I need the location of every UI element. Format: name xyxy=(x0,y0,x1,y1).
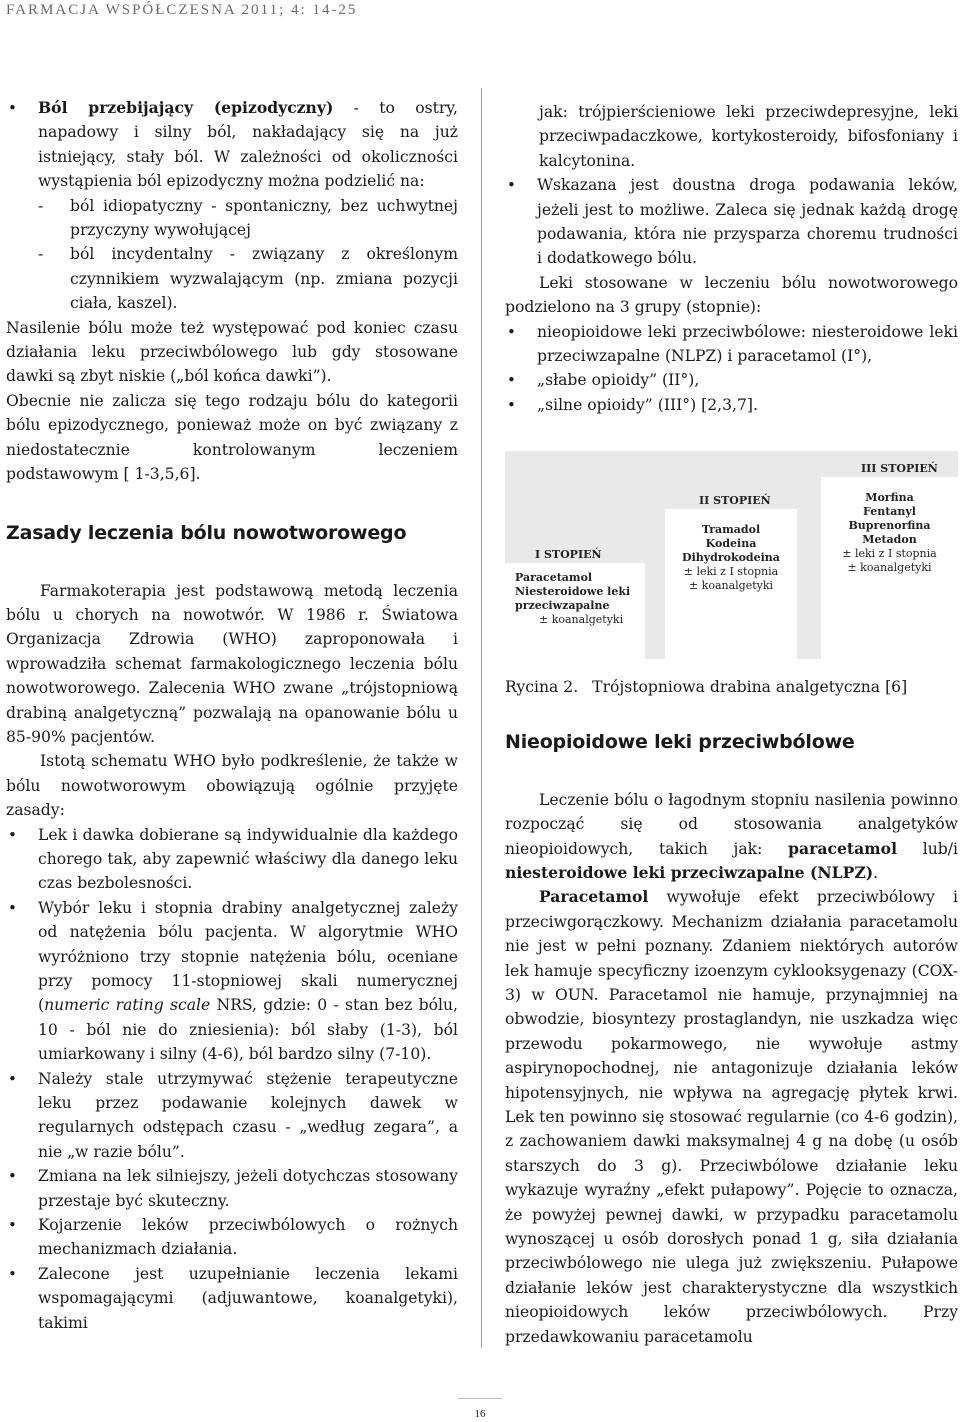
list-item: • „słabe opioidy” (II°), xyxy=(505,368,958,392)
list-item: • Zalecone jest uzupełnianie leczenia lekami wspomagającymi (adjuwantowe, koanalgetyki), takimi xyxy=(6,1262,458,1335)
term-breakthrough-pain: Ból przebijający (epizodyczny) xyxy=(38,98,334,117)
paragraph: Nasilenie bólu może też występować pod koniec czasu działania leku przeciwbólowego lub gdy stosowane dawki są zbyt niskie („ból końca dawki”). xyxy=(6,318,458,386)
step-2-box: Tramadol Kodeina Dihydrokodeina ± leki z I stopnia ± koanalgetyki xyxy=(665,509,797,659)
paragraph: Obecnie nie zalicza się tego rodzaju bólu do kategorii bólu epizodycznego, ponieważ może on być związany z niedostatecznie kontrolowanym leczeniem podstawowym [ 1-3,5,6]. xyxy=(6,391,458,484)
list-item: • Kojarzenie leków przeciwbólowych o rożnych mechanizmach działania. xyxy=(6,1213,458,1262)
list-item: • Ból przebijający (epizodyczny) - to ostry, napadowy i silny ból, nakładający się na już istniejący, stały ból. W zależności od okoliczności wystąpienia ból epizodyczny można podzielić na: - ból idiopatyczny - spontaniczny, bez uchwytnej przyczyny wywołującej - ból incydentalny - związany z określonym czynnikiem wyzwalającym (np. zmiana pozycji ciała, kaszel). xyxy=(6,96,458,316)
right-column xyxy=(505,100,958,1349)
list-item: • Zmiana na lek silniejszy, jeżeli dotychczas stosowany przestaje być skuteczny. xyxy=(6,1164,458,1213)
page-number: 16 xyxy=(474,1408,486,1420)
left-column xyxy=(6,96,458,1335)
list-item: • Wybór leku i stopnia drabiny analgetycznej zależy od natężenia bólu pacjenta. W algorytmie WHO wyróżniono trzy stopnie natężenia bólu, oceniane przy pomocy 11-stopniowej skali numerycznej (numeric rating scale NRS, gdzie: 0 - stan bez bólu, 10 - ból nie do zniesienia): ból słaby (1-3), ból umiarkowany i silny (4-6), ból bardzo silny (7-10). xyxy=(6,896,458,1067)
figure-caption: Rycina 2. Trójstopniowa drabina analgetyczna [6] xyxy=(505,678,908,697)
paragraph: jak: trójpierścieniowe leki przeciwdepresyjne, leki przeciwpadaczkowe, kortykosteroidy, bifosfoniany i kalcytonina. xyxy=(539,103,958,170)
running-head: FARMACJA WSPÓŁCZESNA 2011; 4: 14-25 xyxy=(6,2,358,18)
step-2-label: II STOPIEŃ xyxy=(699,494,771,508)
step-1-label: I STOPIEŃ xyxy=(535,548,602,562)
paragraph: Paracetamol wywołuje efekt przeciwbólowy i przeciwgorączkowy. Mechanizm działania paracetamolu nie jest w pełni poznany. Zdaniem niektórych autorów lek hamuje specyficzny izoenzym cyklooksygenazy (COX-3) w OUN. Paracetamol nie hamuje, przynajmniej na obwodzie, biosyntezy prostaglandyn, nie uszkadza więc przewodu pokarmowego, nie wywołuje astmy aspirynopochodnej, nie antagonizuje działania leków hipotensyjnych, nie wpływa na agregację płytek krwi. Lek ten powinno się stosować regularnie (co 4-6 godzin), z zachowaniem dawki maksymalnej 4 g na dobę (u osób starszych do 3 g). Przeciwbólowe działanie leku wykazuje wyraźny „efekt pułapowy”. Pojęcie to oznacza, że powyżej pewnej dawki, w przypadku paracetamolu wynoszącej u osób dorosłych ponad 1 g, siła działania przeciwbólowego nie ulega już zwiększeniu. Pułapowe działanie leków jest charakterystyczne dla wszystkich nieopioidowych leków przeciwbólowych. Przy przedawkowaniu paracetamolu xyxy=(505,887,958,1346)
list-item: • Wskazana jest doustna droga podawania leków, jeżeli jest to możliwe. Zaleca się jednak każdą drogę podawania, która nie przysparza choremu trudności i dodatkowego bólu. xyxy=(505,173,958,271)
list-item: - ból incydentalny - związany z określonym czynnikiem wyzwalającym (np. zmiana pozycji ciała, kaszel). xyxy=(38,242,458,315)
pain-subtypes-list xyxy=(38,194,458,316)
column-divider xyxy=(481,88,482,1348)
breakthrough-pain-list xyxy=(6,96,458,316)
drug-groups-list xyxy=(505,320,958,418)
section-heading: Zasady leczenia bólu nowotworowego xyxy=(6,521,407,544)
section-heading: Nieopioidowe leki przeciwbólowe xyxy=(505,730,855,753)
step-3-label: III STOPIEŃ xyxy=(861,462,938,476)
analgesic-ladder-figure xyxy=(505,451,958,659)
paragraph: Farmakoterapia jest podstawową metodą leczenia bólu u chorych na nowotwór. W 1986 r. Światowa Organizacja Zdrowia (WHO) zaproponowała i wprowadziła schemat farmakologicznego leczenia bólu nowotworowego. Zalecenia WHO zwane „trójstopniową drabiną analgetyczną” pozwalają na opanowanie bólu u 85-90% pacjentów. xyxy=(6,581,458,746)
paragraph: Leczenie bólu o łagodnym stopniu nasilenia powinno rozpocząć się od stosowania analgetyków nieopioidowych, takich jak: paracetamol lub/i niesteroidowe leki przeciwzapalne (NLPZ). xyxy=(505,790,959,882)
step-3-box: Morfina Fentanyl Buprenorfina Metadon ± leki z I stopnia ± koanalgetyki xyxy=(821,477,958,659)
page-number-rule xyxy=(458,1398,502,1399)
rules-list xyxy=(6,823,458,1336)
list-item: • nieopioidowe leki przeciwbólowe: niesteroidowe leki przeciwzapalne (NLPZ) i paracetamol (I°), xyxy=(505,320,958,369)
list-item: • Należy stale utrzymywać stężenie terapeutyczne leku przez podawanie kolejnych dawek w regularnych odstępach czasu - „według zegara”, a nie „w razie bólu”. xyxy=(6,1067,458,1165)
paragraph: Istotą schematu WHO było podkreślenie, że także w bólu nowotworowym obowiązują ogólnie przyjęte zasady: xyxy=(6,752,458,820)
step-1-box: Paracetamol Niesteroidowe leki przeciwzapalne ± koanalgetyki xyxy=(505,563,645,659)
list-item: • Lek i dawka dobierane są indywidualnie dla każdego chorego tak, aby zapewnić właściwy dla danego leku czas bezbolesności. xyxy=(6,823,458,896)
list-item: - ból idiopatyczny - spontaniczny, bez uchwytnej przyczyny wywołującej xyxy=(38,194,458,243)
list-item: • „silne opioidy” (III°) [2,3,7]. xyxy=(505,393,958,417)
route-list xyxy=(505,173,958,271)
paragraph: Leki stosowane w leczeniu bólu nowotworowego podzielono na 3 grupy (stopnie): xyxy=(505,273,958,317)
